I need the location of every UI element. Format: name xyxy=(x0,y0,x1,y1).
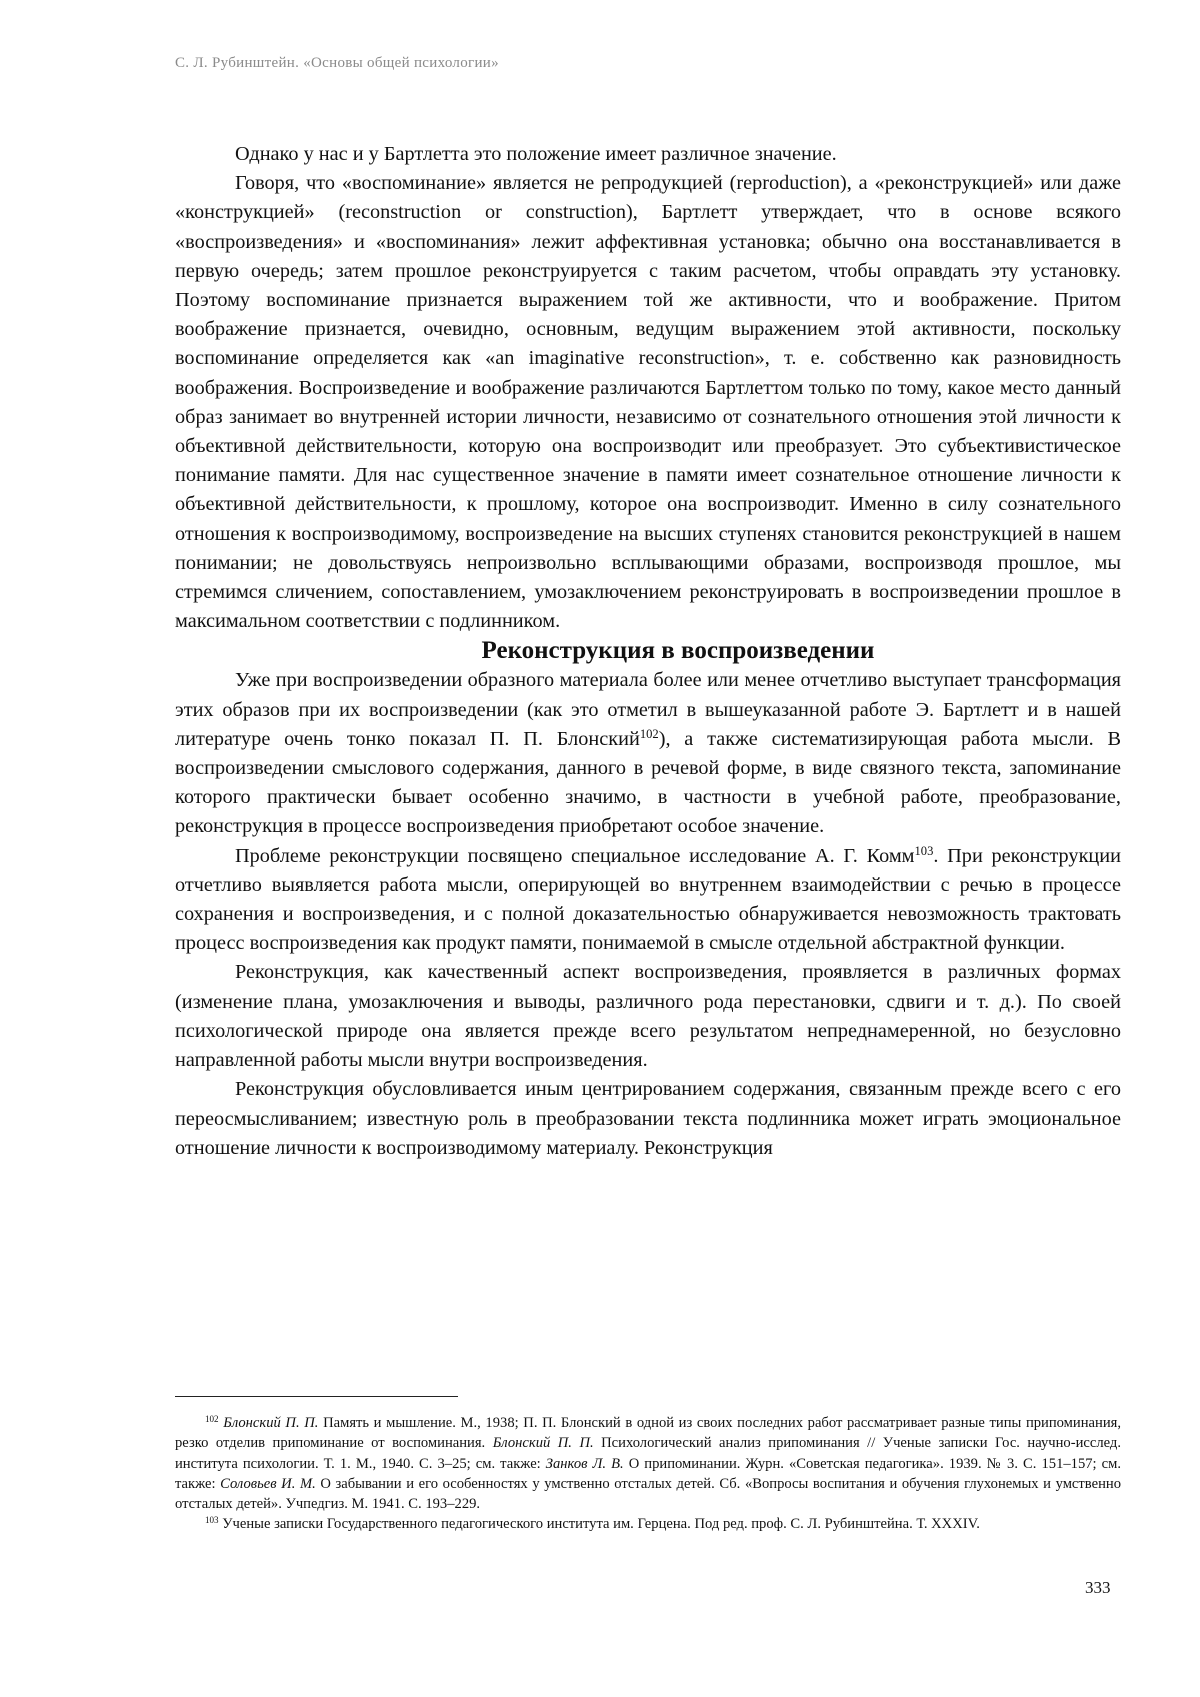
paragraph-text: Проблеме реконструкции посвящено специальное исследование А. Г. Комм xyxy=(235,844,915,867)
paragraph: Реконструкция обусловливается иным центрированием содержания, связанным прежде всего с его переосмысливанием; известную роль в преобразовании текста подлинника может играть эмоциональное отношение личности к воспроизводимому материалу. Реконструкция xyxy=(175,1078,1121,1159)
running-header: С. Л. Рубинштейн. «Основы общей психологии» xyxy=(175,55,499,71)
footnote-text: Ученые записки Государственного педагогического института им. Герцена. Под ред. проф. С. Л. Рубинштейна. Т. XXXIV. xyxy=(218,1516,980,1533)
page-number: 333 xyxy=(1085,1578,1111,1597)
paragraph xyxy=(175,842,1121,959)
footnote-separator xyxy=(175,1396,458,1397)
paragraph: Говоря, что «воспоминание» является не репродукцией (reproduction), а «реконструкцией» или даже «конструкцией» (reconstruction or construction), Бартлетт утверждает, что в основе всякого «воспроизведения» и «воспоминания» лежит аффективная установка; обычно она восстанавливается в первую очередь; затем прошлое реконструируется с таким расчетом, чтобы оправдать эту установку. Поэтому воспоминание признается выражением той же активности, что и воображение. Притом воображение признается, очевидно, основным, ведущим выражением этой активности, поскольку воспоминание определяется как «an imaginative reconstruction», т. е. собственно как разновидность воображения. Воспроизведение и воображение различаются Бартлеттом только по тому, какое место данный образ занимает во внутренней истории личности, независимо от сознательного отношения этой личности к объективной действительности, которую она воспроизводит или преобразует. Это субъективистическое понимание памяти. Для нас существенное значение в памяти имеет сознательное отношение личности к объективной действительности, к прошлому, которое она воспроизводит. Именно в силу сознательного отношения к воспроизводимому, воспроизведение на высших ступенях становится реконструкцией в нашем понимании; не довольствуясь непроизвольно всплывающими образами, воспроизводя прошлое, мы стремимся сличением, сопоставлением, умозаключением реконструировать в воспроизведении прошлое в максимальном соответствии с подлинником. xyxy=(175,172,1121,633)
footnote-number: 103 xyxy=(205,1515,219,1526)
footnote-author: Соловьев И. М. xyxy=(220,1475,316,1492)
paragraph xyxy=(175,666,1121,841)
footnote-text: О забывании и его особенностях у умственно отсталых детей. Сб. «Вопросы воспитания и обучения глухонемых и умственно отсталых детей». Учпедгиз. М. 1941. С. 193–229. xyxy=(175,1475,1121,1513)
footnote-author: Занков Л. В. xyxy=(545,1455,624,1472)
paragraph: Реконструкция, как качественный аспект воспроизведения, проявляется в различных формах (изменение плана, умозаключения и выводы, различного рода перестановки, сдвиги и т. д.). По своей психологической природе она является прежде всего результатом непреднамеренной, но безусловно направленной работы мысли внутри воспроизведения. xyxy=(175,961,1121,1072)
footnotes xyxy=(175,1413,1121,1535)
footnote-author: Блонский П. П. xyxy=(492,1435,594,1452)
paragraph-text: . При реконструкции отчетливо выявляется работа мысли, оперирующей во внутреннем взаимодействии с речью в процессе сохранения и воспроизведения, и с полной доказательностью обнаруживается невозможность трактовать процесс воспроизведения как продукт памяти, понимаемой в смысле отдельной абстрактной функции. xyxy=(175,844,1121,955)
paragraph-text: ), а также систематизирующая работа мысли. В воспроизведении смыслового содержания, данного в речевой форме, в виде связного текста, запоминание которого практически бывает особенно значимо, в частности в учебной работе, преобразование, реконструкция в процессе воспроизведения приобретают особое значение. xyxy=(175,727,1121,838)
paragraph-text: Уже при воспроизведении образного материала более или менее отчетливо выступает трансформация этих образов при их воспроизведении (как это отметил в вышеуказанной работе Э. Бартлетт и в нашей литературе очень тонко показал П. П. Блонский xyxy=(175,669,1121,750)
footnote-author: Блонский П. П. xyxy=(223,1415,319,1431)
footnote-103 xyxy=(175,1514,1121,1534)
footnote-text: О припоминании. Журн. «Советская педагогика». 1939. № 3. С. 151–157; см. также: xyxy=(175,1455,1122,1492)
main-text xyxy=(175,140,1121,1163)
footnote-text: Психологический анализ припоминания // Ученые записки Гос. научно-исслед. института психологии. Т. 1. М., 1940. С. 3–25; см. также: xyxy=(175,1435,1121,1472)
footnote-102 xyxy=(175,1413,1121,1514)
section-heading: Реконструкция в воспроизведении xyxy=(481,637,875,665)
footnote-text: Память и мышление. М., 1938; П. П. Блонский в одной из своих последних работ рассматривает разные типы припоминания, резко отделив припоминание от воспоминания. xyxy=(175,1415,1121,1452)
paragraph: Однако у нас и у Бартлетта это положение имеет различное значение. xyxy=(235,143,837,165)
footnote-ref-103[interactable]: 103 xyxy=(914,843,934,858)
footnote-ref-102[interactable]: 102 xyxy=(639,726,659,741)
footnote-number: 102 xyxy=(205,1414,219,1425)
